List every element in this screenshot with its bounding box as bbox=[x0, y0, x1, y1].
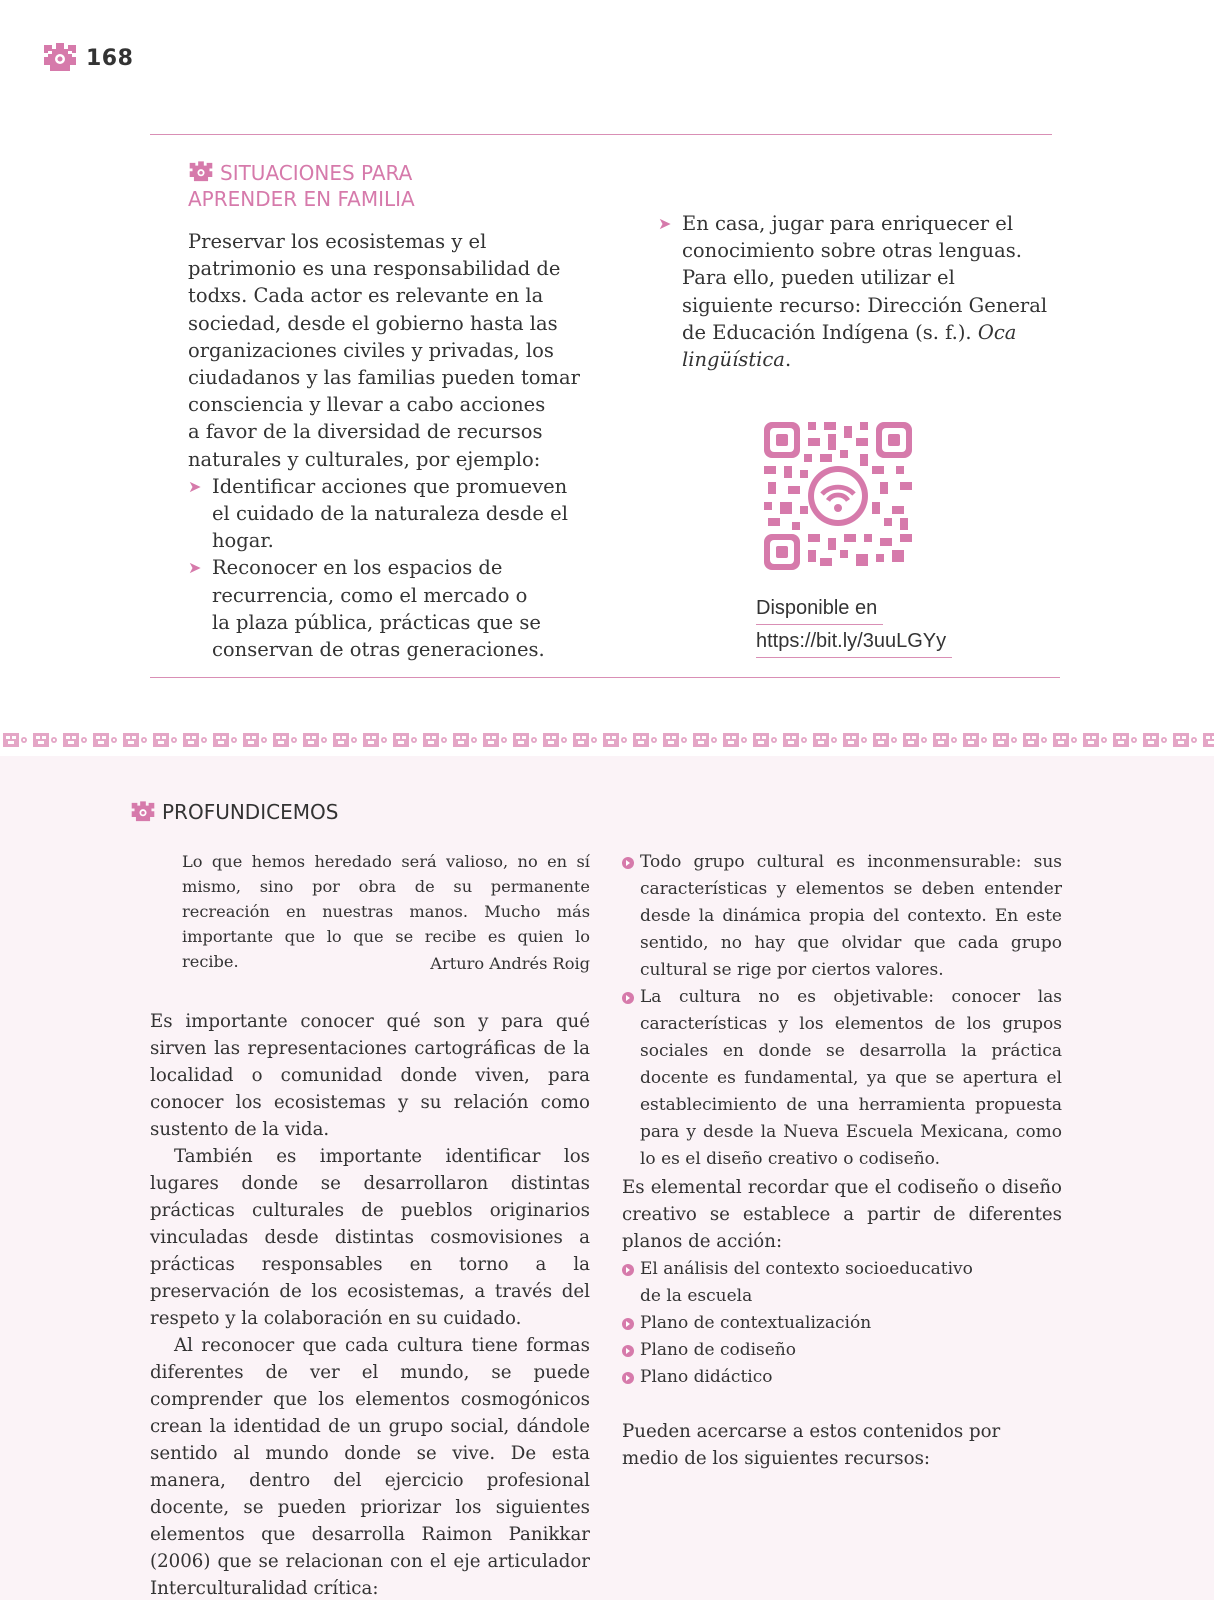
bullet-line: recurrencia, como el mercado o bbox=[212, 583, 528, 607]
bullet-line: conocimiento sobre otras lenguas. bbox=[682, 239, 1022, 263]
title-line-1: SITUACIONES PARA bbox=[220, 161, 413, 185]
profundicemos-title: PROFUNDICEMOS bbox=[162, 800, 339, 824]
epigraph-quote: Lo que hemos heredado será valioso, no en sí mismo, sino por obra de su permanente recreación en nuestras manos. Mucho más importante que lo que se recibe es quien lo recibe. bbox=[182, 852, 590, 971]
plan-list bbox=[622, 1256, 1062, 1391]
list-item-text: La cultura no es objetivable: conocer las características y los elementos de los grupos sociales en donde se desarrolla la práctica docente es fundamental, ya que se apertura el establecimiento de una herramienta propuesta para y desde la Nueva Escuela Mexicana, como lo es el diseño creativo o codiseño. bbox=[640, 987, 1062, 1169]
plan-intro: Es elemental recordar que el codiseño o diseño creativo se establece a partir de diferentes planos de acción: bbox=[622, 1177, 1062, 1252]
bullet-line: En casa, jugar para enriquecer el bbox=[682, 212, 1014, 235]
list-item-text: Todo grupo cultural es inconmensurable: sus características y elementos se deben entender desde la dinámica propia del contexto. En este sentido, no hay que olvidar que cada grupo cultural se rige por ciertos valores. bbox=[640, 852, 1062, 980]
right-column bbox=[622, 849, 1062, 1173]
section-title-profundicemos bbox=[130, 800, 338, 824]
bullet-end: . bbox=[784, 348, 792, 372]
bullet-line: la plaza pública, prácticas que se bbox=[212, 610, 541, 634]
resource-title: Oca bbox=[977, 320, 1017, 344]
list-item bbox=[622, 1256, 1062, 1310]
situaciones-body bbox=[188, 228, 602, 663]
list-item-text: Plano de codiseño bbox=[640, 1340, 796, 1360]
intro-line: Preservar los ecosistemas y el bbox=[188, 230, 487, 253]
resource-title: lingüística bbox=[682, 348, 785, 372]
list-item bbox=[622, 1310, 1062, 1337]
intro-line: sociedad, desde el gobierno hasta las bbox=[188, 311, 558, 335]
dot-bullet-icon bbox=[622, 857, 634, 869]
list-item bbox=[622, 1337, 1062, 1364]
decorative-band bbox=[0, 728, 1214, 752]
family-action-list bbox=[188, 473, 602, 663]
glyph-ornament-icon bbox=[130, 800, 156, 824]
top-rule bbox=[150, 134, 1052, 135]
dot-bullet-icon bbox=[622, 1264, 634, 1276]
resources-paragraph: Pueden acercarse a estos contenidos por medio de los siguientes recursos: bbox=[622, 1421, 1001, 1469]
bottom-rule bbox=[150, 677, 1060, 678]
bullet-line: de Educación Indígena (s. f.). bbox=[682, 320, 978, 344]
glyph-ornament-icon bbox=[42, 41, 78, 75]
bullet-line: conservan de otras generaciones. bbox=[212, 638, 545, 662]
bullet-line: siguiente recurso: Dirección General bbox=[682, 293, 1048, 317]
list-item-text: Plano de contextualización bbox=[640, 1313, 872, 1333]
section-title-situaciones bbox=[188, 160, 415, 212]
availability-note bbox=[756, 592, 952, 658]
list-item-text: El análisis del contexto socioeducativo de la escuela bbox=[640, 1259, 973, 1306]
intro-line: patrimonio es una responsabilidad de bbox=[188, 257, 561, 281]
arrow-bullet-icon: ➤ bbox=[188, 476, 202, 496]
dot-bullet-icon bbox=[622, 1345, 634, 1357]
arrow-bullet-icon: ➤ bbox=[658, 214, 672, 233]
intro-line: organizaciones civiles y privadas, los bbox=[188, 338, 554, 362]
intro-paragraph bbox=[188, 228, 602, 473]
qr-code[interactable] bbox=[764, 422, 912, 570]
list-item bbox=[188, 473, 602, 555]
dot-bullet-icon bbox=[622, 1318, 634, 1330]
epigraph-author: Arturo Andrés Roig bbox=[430, 954, 590, 973]
page-header bbox=[42, 38, 133, 78]
resource-list bbox=[658, 210, 1058, 373]
bullet-line: Reconocer en los espacios de bbox=[212, 556, 503, 580]
paragraph: Es importante conocer qué son y para qué sirven las representaciones cartográficas de la localidad o comunidad donde viven, para conocer los ecosistemas y su relación como sustento de la vida. bbox=[150, 1011, 590, 1140]
bullet-line: Para ello, pueden utilizar el bbox=[682, 266, 955, 290]
intro-line: ciudadanos y las familias pueden tomar bbox=[188, 366, 580, 390]
paragraph: Al reconocer que cada cultura tiene formas diferentes de ver el mundo, se puede comprender que los elementos cosmogónicos crean la identidad de un grupo social, dándole sentido al mundo donde se vive. De esta manera, dentro del ejercicio profesional docente, se pueden priorizar los siguientes elementos que desarrolla Raimon Panikkar (2006) que se relacionan con el eje articulador Interculturalidad crítica: bbox=[150, 1335, 590, 1599]
page-number: 168 bbox=[86, 45, 134, 71]
principles-list bbox=[622, 849, 1062, 1173]
situaciones-right bbox=[658, 210, 1058, 373]
list-item-text: Plano didáctico bbox=[640, 1367, 773, 1387]
bullet-line: Identificar acciones que promueven bbox=[212, 474, 568, 498]
intro-line: consciencia y llevar a cabo acciones bbox=[188, 393, 546, 417]
list-item bbox=[622, 984, 1062, 1173]
left-column bbox=[150, 1008, 590, 1600]
bullet-line: hogar. bbox=[212, 529, 274, 553]
available-url-link[interactable]: https://bit.ly/3uuLGYy bbox=[756, 625, 952, 658]
paragraph: También es importante identificar los lugares donde se desarrollaron distintas prácticas culturales de pueblos originarios vinculadas desde distintas cosmovisiones a prácticas responsables en torno a la preservación de los ecosistemas, a través del respeto y la colaboración en su cuidado. bbox=[150, 1146, 590, 1329]
dot-bullet-icon bbox=[622, 992, 634, 1004]
list-item bbox=[622, 1364, 1062, 1391]
title-line-2: APRENDER EN FAMILIA bbox=[188, 187, 415, 211]
intro-line: todxs. Cada actor es relevante en la bbox=[188, 284, 544, 308]
bullet-line: el cuidado de la naturaleza desde el bbox=[212, 502, 568, 526]
intro-line: a favor de la diversidad de recursos bbox=[188, 420, 543, 444]
glyph-ornament-icon bbox=[188, 160, 214, 184]
list-item bbox=[658, 210, 1058, 373]
available-label: Disponible en bbox=[756, 592, 883, 625]
arrow-bullet-icon: ➤ bbox=[188, 558, 202, 578]
intro-line: naturales y culturales, por ejemplo: bbox=[188, 447, 541, 471]
list-item bbox=[188, 554, 602, 663]
list-item bbox=[622, 849, 1062, 984]
dot-bullet-icon bbox=[622, 1372, 634, 1384]
